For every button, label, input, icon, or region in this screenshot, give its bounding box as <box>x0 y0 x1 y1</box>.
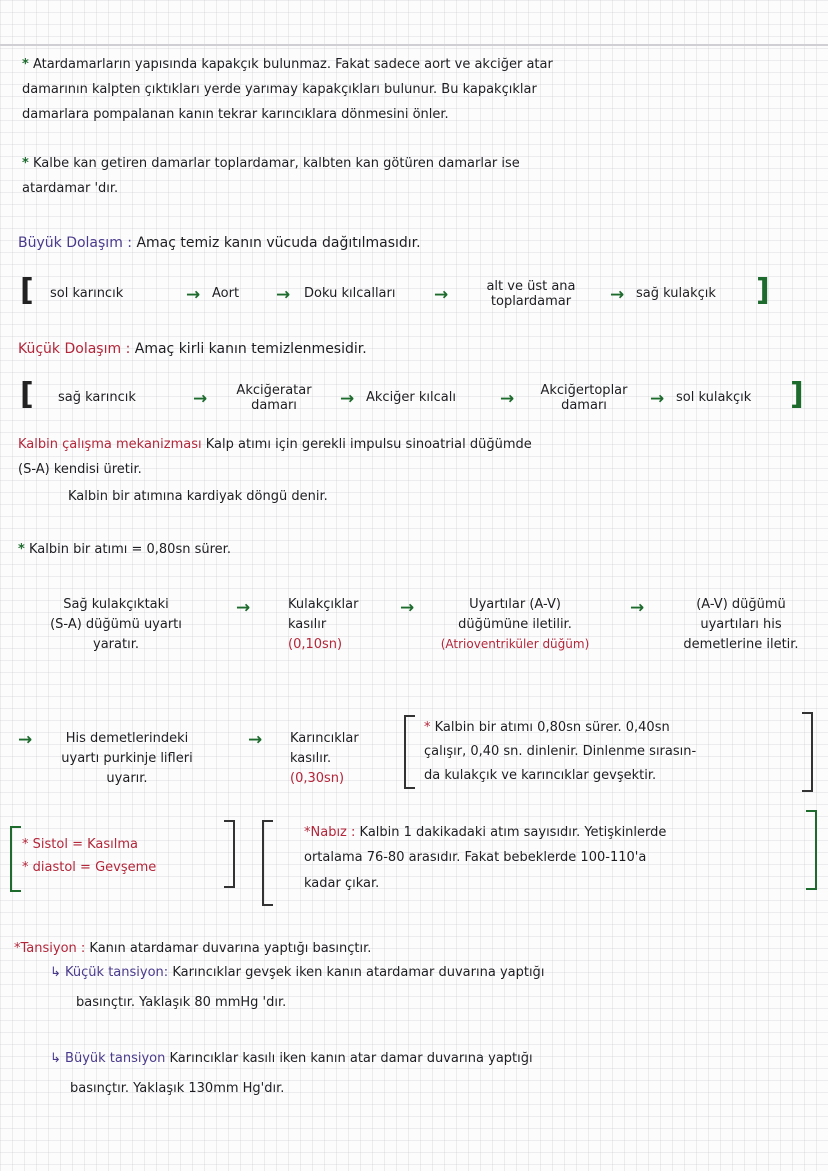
arrow-right-icon: → <box>610 285 625 305</box>
arrow-right-icon: → <box>236 598 251 618</box>
buyuk-step-4-line-1: alt ve üst ana <box>486 279 576 294</box>
nabiz-line-2: ortalama 76-80 arasıdır. Fakat bebeklerde 100-110'a <box>304 850 647 866</box>
sistol-text: Sistol = Kasılma <box>32 837 138 852</box>
mekanizma-line-3: Kalbin bir atımına kardiyak döngü denir. <box>68 489 328 504</box>
kucuk-step-4-line-1: Akciğertoplar <box>540 383 628 398</box>
p2-line-2: atardamar 'dır. <box>22 181 119 196</box>
kucuk-step-2-line-2: damarı <box>251 397 297 413</box>
buyuk-tansiyon-line-2: basınçtır. Yaklaşık 130mm Hg'dır. <box>70 1081 285 1096</box>
flow-b-line-1: Kulakçıklar <box>288 597 359 612</box>
arrow-right-icon: → <box>186 285 201 305</box>
flow-a-line-1: Sağ kulakçıktaki <box>63 597 169 612</box>
bracket-right-icon <box>802 712 813 792</box>
nabiz-line-1 <box>304 820 666 845</box>
nabiz-text-1: Kalbin 1 dakikadaki atım sayısıdır. Yetişkinlerde <box>359 825 667 840</box>
sub-arrow-icon: ↳ <box>50 1051 61 1066</box>
flow-b-line-2: kasılır <box>288 617 327 633</box>
flow-step-sa-dugumu <box>16 595 216 655</box>
buyuk-dolasim-heading <box>18 235 421 251</box>
note-paragraph-2 <box>22 157 520 172</box>
arrow-right-icon: → <box>18 730 33 750</box>
kucuk-tansiyon-text-1: Karıncıklar gevşek iken kanın atardamar duvarına yaptığı <box>172 965 545 980</box>
atim-detay-line-2: çalışır, 0,40 sn. dinlenir. Dinlenme sırasın- <box>424 744 697 760</box>
arrow-right-icon: → <box>434 285 449 305</box>
buyuk-dolasim-desc: Amaç temiz kanın vücuda dağıtılmasıdır. <box>136 235 421 251</box>
mekanizma-line-1 <box>18 438 532 453</box>
flow-f-line-2: kasılır. <box>290 751 332 767</box>
atim-detay-line-1 <box>424 716 696 740</box>
nabiz-title: Nabız : <box>310 825 356 840</box>
flow-b-duration: (0,10sn) <box>288 637 343 653</box>
open-bracket-icon: [ <box>20 377 34 412</box>
kucuk-step-sag-karincik: sağ karıncık <box>58 390 136 405</box>
p1-line-2: damarının kalpten çıktıkları yerde yarımay kapakçıkları bulunur. Bu kapakçıklar <box>22 82 537 97</box>
kucuk-dolasim-heading <box>18 341 367 357</box>
nabiz-line-3: kadar çıkar. <box>304 875 380 891</box>
arrow-right-icon: → <box>630 598 645 618</box>
kucuk-step-akciger-kilcali: Akciğer kılcalı <box>366 390 456 405</box>
kucuk-step-akciger-toplardamari <box>522 384 646 414</box>
diastol-text: diastol = Gevşeme <box>32 859 157 875</box>
kucuk-dolasim-desc: Amaç kirli kanın temizlenmesidir. <box>134 341 367 357</box>
bracket-right-icon <box>224 820 235 888</box>
mekanizma-text-1: Kalp atımı için gerekli impulsu sinoatrial düğümde <box>205 437 532 452</box>
flow-a-line-3: yaratır. <box>93 637 139 653</box>
bracket-left-icon <box>10 826 21 892</box>
buyuk-tansiyon-line-1 <box>50 1052 533 1067</box>
buyuk-step-4-line-2: toplardamar <box>490 293 572 309</box>
flow-step-av-dugumu <box>390 595 640 654</box>
buyuk-dolasim-title: Büyük Dolaşım : <box>18 235 132 251</box>
arrow-right-icon: → <box>400 598 415 618</box>
buyuk-step-doku-kilcallari: Doku kılcalları <box>304 286 396 301</box>
atim-suresi-text: Kalbin bir atımı = 0,80sn sürer. <box>28 542 231 557</box>
flow-step-kulakciklar <box>288 595 358 655</box>
kucuk-tansiyon-line-2: basınçtır. Yaklaşık 80 mmHg 'dır. <box>76 995 287 1010</box>
flow-step-karinciklar <box>290 729 359 789</box>
bracket-left-icon <box>404 715 415 789</box>
close-bracket-icon: ] <box>790 377 804 412</box>
arrow-right-icon: → <box>650 389 665 409</box>
kucuk-step-4-line-2: damarı <box>561 397 607 413</box>
mekanizma-title: Kalbin çalışma mekanizması <box>18 437 202 452</box>
kucuk-dolasim-title: Küçük Dolaşım : <box>18 341 131 357</box>
diastol-line <box>22 857 156 880</box>
arrow-right-icon: → <box>276 285 291 305</box>
star-bullet-icon: * <box>22 859 29 875</box>
star-bullet-icon: * <box>22 57 29 72</box>
kucuk-step-akciger-atardamari <box>214 384 334 414</box>
star-bullet-icon: * <box>14 941 21 956</box>
sistol-line <box>22 834 156 857</box>
flow-c-line-2: düğümüne iletilir. <box>458 617 572 633</box>
atim-detay-notu <box>424 716 696 788</box>
p1-line-3: damarlara pompalanan kanın tekrar karıncıklara dönmesini önler. <box>22 107 449 122</box>
flow-e-line-3: uyarır. <box>106 771 148 787</box>
page-top-edge <box>0 44 828 46</box>
flow-e-line-2: uyartı purkinje lifleri <box>61 751 193 767</box>
arrow-right-icon: → <box>500 389 515 409</box>
buyuk-tansiyon-text-1: Karıncıklar kasılı iken kanın atar damar duvarına yaptığı <box>169 1051 533 1066</box>
atim-suresi <box>18 543 231 558</box>
kucuk-tansiyon-title: Küçük tansiyon: <box>65 965 169 980</box>
flow-d-line-2: uyartıları his <box>700 617 782 633</box>
p2-line-1: Kalbe kan getiren damarlar toplardamar, kalbten kan götüren damarlar ise <box>32 156 520 171</box>
flow-d-line-3: demetlerine iletir. <box>683 637 799 653</box>
arrow-right-icon: → <box>340 389 355 409</box>
bracket-right-icon <box>806 810 817 890</box>
buyuk-tansiyon-title: Büyük tansiyon <box>65 1051 166 1066</box>
flow-a-line-2: (S-A) düğümü uyartı <box>50 617 182 633</box>
bracket-left-icon <box>262 820 273 906</box>
kucuk-step-2-line-1: Akciğeratar <box>236 383 312 398</box>
star-bullet-icon: * <box>22 837 29 852</box>
close-bracket-icon: ] <box>756 273 770 308</box>
note-paragraph-1 <box>22 58 553 73</box>
buyuk-step-sol-karincik: sol karıncık <box>50 286 124 301</box>
tansiyon-heading <box>14 942 371 957</box>
arrow-right-icon: → <box>248 730 263 750</box>
tansiyon-desc: Kanın atardamar duvarına yaptığı basınçtır. <box>89 941 372 956</box>
buyuk-step-sag-kulakcik: sağ kulakçık <box>636 286 716 301</box>
flow-c-line-3: (Atrioventriküler düğüm) <box>440 637 590 652</box>
kucuk-tansiyon-line-1 <box>50 966 544 981</box>
nabiz-box <box>304 820 666 896</box>
sub-arrow-icon: ↳ <box>50 965 61 980</box>
sistol-diastol-box <box>22 834 156 880</box>
star-bullet-icon: * <box>22 156 29 171</box>
flow-f-line-1: Karıncıklar <box>290 731 359 746</box>
mekanizma-line-2: (S-A) kendisi üretir. <box>18 462 142 477</box>
star-bullet-icon: * <box>18 542 25 557</box>
buyuk-step-ana-toplardamar <box>456 280 606 310</box>
atim-detay-line-3: da kulakçık ve karıncıklar gevşektir. <box>424 768 657 784</box>
flow-step-his-demetleri <box>666 595 816 655</box>
kucuk-step-sol-kulakcik: sol kulakçık <box>676 390 752 405</box>
tansiyon-title: Tansiyon : <box>20 941 86 956</box>
flow-c-line-1: Uyartılar (A-V) <box>469 597 561 612</box>
arrow-right-icon: → <box>193 389 208 409</box>
star-bullet-icon: * <box>424 720 431 735</box>
flow-f-duration: (0,30sn) <box>290 771 345 787</box>
flow-d-line-1: (A-V) düğümü <box>696 597 786 612</box>
atim-detay-text-1: Kalbin bir atımı 0,80sn sürer. 0,40sn <box>434 720 670 735</box>
star-bullet-icon: * <box>304 825 311 840</box>
flow-e-line-1: His demetlerindeki <box>65 731 189 746</box>
open-bracket-icon: [ <box>20 273 34 308</box>
flow-step-purkinje <box>22 729 232 789</box>
buyuk-step-aort: Aort <box>212 286 240 301</box>
p1-line-1: Atardamarların yapısında kapakçık bulunmaz. Fakat sadece aort ve akciğer atar <box>32 57 553 72</box>
